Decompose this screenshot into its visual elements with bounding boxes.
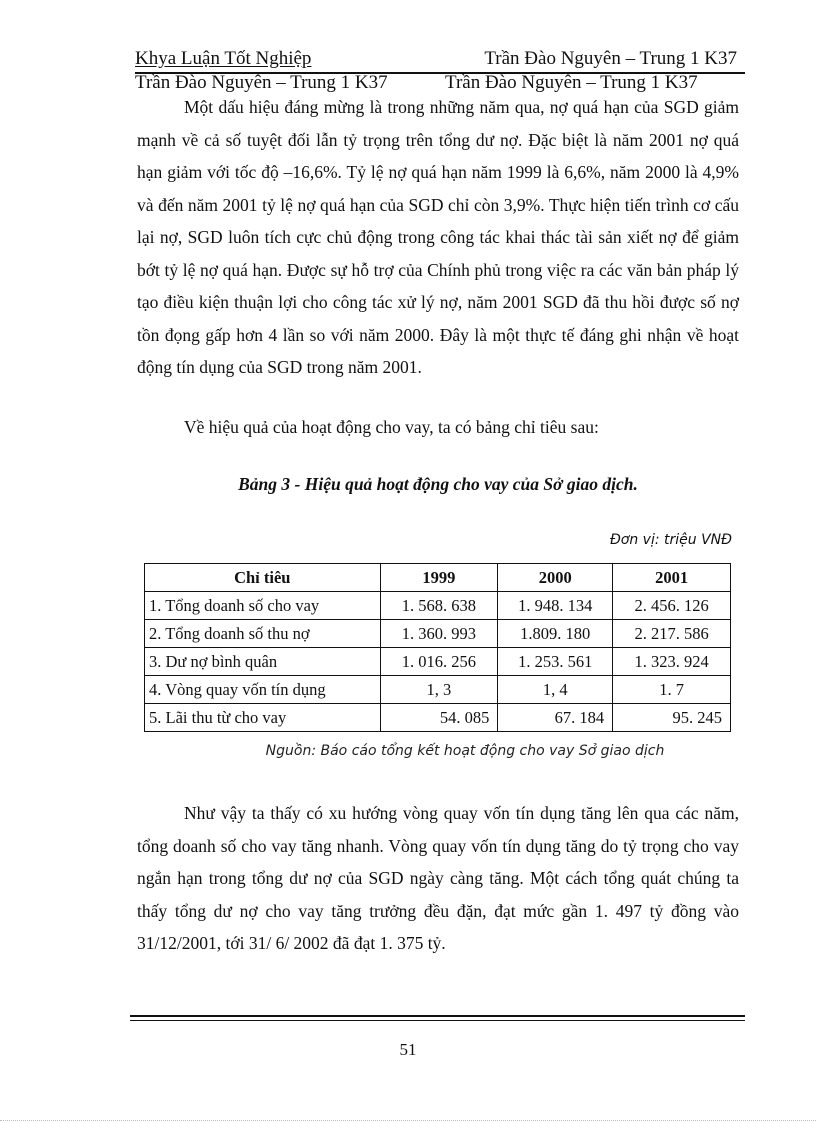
header-thesis-title: Khya Luận Tốt Nghiệp	[135, 48, 312, 69]
paragraph-table-intro	[137, 411, 739, 444]
table-unit: Đơn vị: triệu VNĐ	[609, 532, 732, 548]
cell-value: 1. 948. 134	[498, 592, 613, 620]
footer-rule	[130, 1015, 745, 1017]
table-caption: Bảng 3 - Hiệu quả hoạt động cho vay của Sở giao dịch.	[238, 474, 638, 494]
row-label: 3. Dư nợ bình quân	[145, 648, 381, 676]
paragraph-overdue-debt	[137, 91, 739, 384]
cell-value: 1. 7	[613, 676, 731, 704]
row-label: 5. Lãi thu từ cho vay	[145, 704, 381, 732]
cell-value: 1. 323. 924	[613, 648, 731, 676]
cell-value: 1, 4	[498, 676, 613, 704]
cell-value: 95. 245	[613, 704, 731, 732]
cell-value: 1, 3	[380, 676, 498, 704]
header-author: Trần Đào Nguyên – Trung 1 K37	[484, 48, 737, 69]
column-header: 2000	[498, 564, 613, 592]
page-edge-divider	[0, 1120, 816, 1121]
table-row	[145, 592, 731, 620]
table-row	[145, 676, 731, 704]
cell-value: 54. 085	[380, 704, 498, 732]
cell-value: 1. 016. 256	[380, 648, 498, 676]
table-row	[145, 620, 731, 648]
table-row	[145, 648, 731, 676]
page-number: 51	[399, 1040, 417, 1059]
running-header	[135, 48, 745, 70]
row-label: 2. Tổng doanh số thu nợ	[145, 620, 381, 648]
row-label: 1. Tổng doanh số cho vay	[145, 592, 381, 620]
cell-value: 1. 360. 993	[380, 620, 498, 648]
column-header: 1999	[380, 564, 498, 592]
column-header: 2001	[613, 564, 731, 592]
cell-value: 2. 456. 126	[613, 592, 731, 620]
row-label: 4. Vòng quay vốn tín dụng	[145, 676, 381, 704]
table-header-row	[145, 564, 731, 592]
column-header: Chỉ tiêu	[145, 564, 381, 592]
cell-value: 1. 568. 638	[380, 592, 498, 620]
cell-value: 1. 253. 561	[498, 648, 613, 676]
paragraph-text: Một dấu hiệu đáng mừng là trong những năm qua, nợ quá hạn của SGD giảm mạnh về cả số tuyệt đối lẫn tỷ trọng trên tổng dư nợ. Đặc biệt là năm 2001 nợ quá hạn giảm với tốc độ –16,6%. Tỷ lệ nợ quá hạn năm 1999 là 6,6%, năm 2000 là 4,9% và đến năm 2001 tỷ lệ nợ quá hạn của SGD chỉ còn 3,9%. Thực hiện tiến trình cơ cấu lại nợ, SGD luôn tích cực chủ động trong công tác khai thác tài sản xiết nợ để giảm bớt tỷ lệ nợ quá hạn. Được sự hỗ trợ của Chính phủ trong việc ra các văn bản pháp lý tạo điều kiện thuận lợi cho công tác xử lý nợ, năm 2001 SGD đã thu hồi được số nợ tồn đọng gấp hơn 4 lần so với năm 2000. Đây là một thực tế đáng ghi nhận về hoạt động tín dụng của SGD trong năm 2001.	[137, 97, 739, 377]
paragraph-text: Như vậy ta thấy có xu hướng vòng quay vốn tín dụng tăng lên qua các năm, tổng doanh số cho vay tăng nhanh. Vòng quay vốn tín dụng tăng do tỷ trọng cho vay ngắn hạn trong tổng dư nợ của SGD ngày càng tăng. Một cách tổng quát chúng ta thấy tổng dư nợ cho vay tăng trưởng đều đặn, đạt mức gần 1. 497 tỷ đồng vào 31/12/2001, tới 31/ 6/ 2002 đã đạt 1. 375 tỷ.	[137, 803, 739, 953]
table-row	[145, 704, 731, 732]
subheader-author-left: Trần Đào Nguyên – Trung 1 K37	[135, 72, 388, 93]
cell-value: 67. 184	[498, 704, 613, 732]
footer-rule-thin	[130, 1020, 745, 1021]
paragraph-conclusion	[137, 797, 739, 960]
cell-value: 2. 217. 586	[613, 620, 731, 648]
subheader-author-right: Trần Đào Nguyên – Trung 1 K37	[445, 72, 698, 93]
paragraph-text: Về hiệu quả của hoạt động cho vay, ta có bảng chỉ tiêu sau:	[184, 417, 599, 437]
lending-efficiency-table	[144, 563, 731, 732]
table-source-note: Nguồn: Báo cáo tổng kết hoạt động cho vay Sở giao dịch	[265, 743, 665, 759]
cell-value: 1.809. 180	[498, 620, 613, 648]
